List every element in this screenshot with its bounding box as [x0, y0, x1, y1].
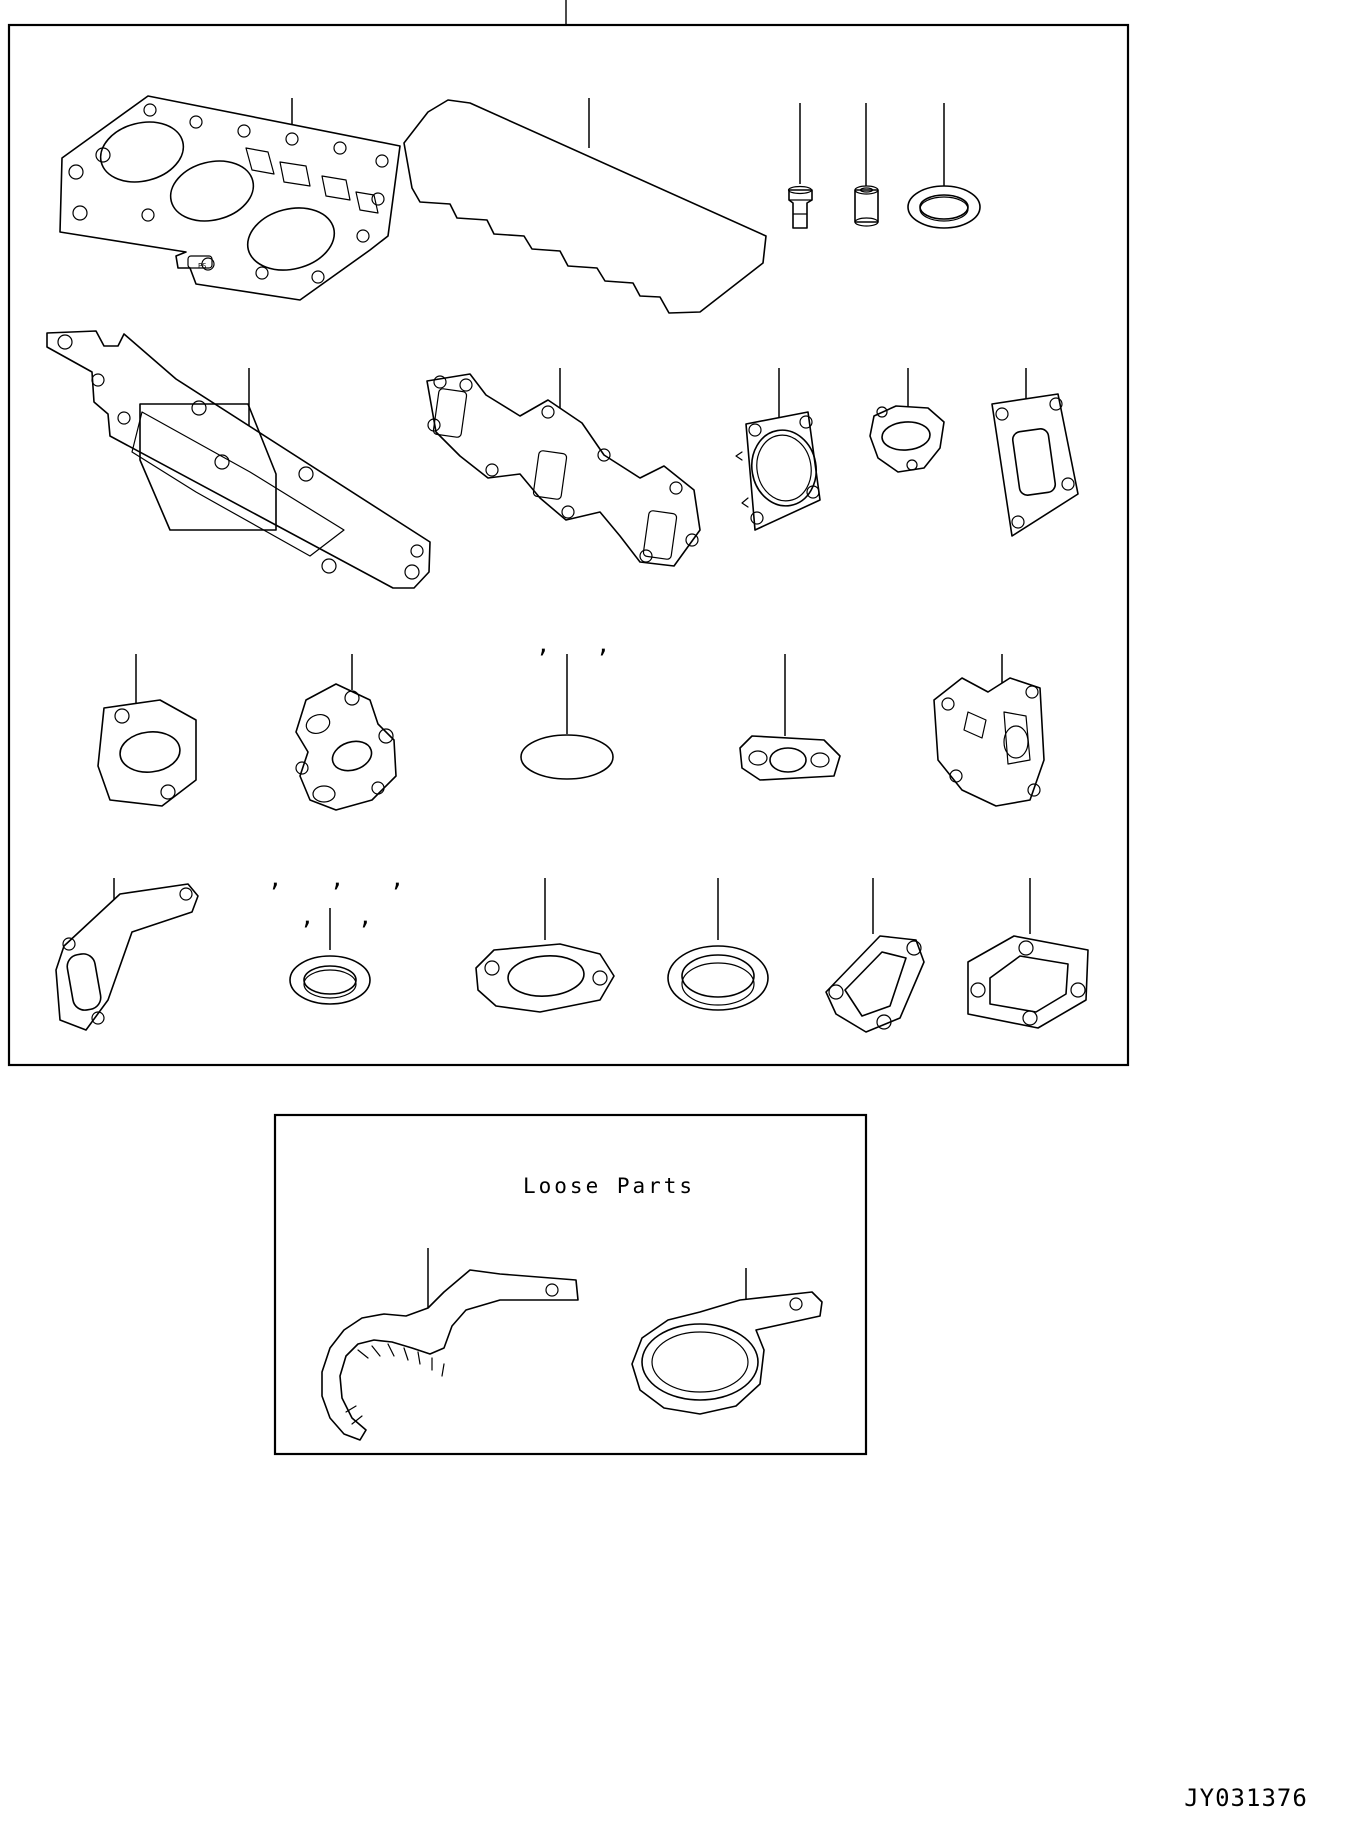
water-pump-inlet-gasket [98, 700, 196, 806]
thermostat-housing-gasket [870, 406, 944, 472]
rear-oil-seal [668, 946, 768, 1010]
ring-nut-wrench-tool [322, 1270, 578, 1440]
qty-mark-a: , [536, 630, 552, 658]
qty-mark-e: , [390, 864, 406, 892]
qty-mark-g: , [358, 902, 374, 930]
o-ring-large [521, 735, 613, 779]
intake-manifold-gasket [47, 331, 430, 588]
drawing-number: JY031376 [1184, 1784, 1308, 1812]
turbocharger-flange-gasket [736, 412, 822, 530]
injection-pump-gasket [968, 936, 1088, 1028]
timing-case-gasket [934, 678, 1044, 806]
seal-installer-tool [632, 1292, 822, 1414]
oil-filter-base-gasket [296, 684, 396, 810]
loose-parts-title: Loose Parts [523, 1174, 696, 1198]
small-bushing-seal [855, 186, 878, 226]
qty-mark-f: , [300, 902, 316, 930]
oil-pump-plate-gasket [740, 736, 840, 780]
qty-mark-c: , [268, 864, 284, 892]
cylinder-head-gasket [60, 96, 400, 300]
front-oil-seal [290, 956, 370, 1004]
crankshaft-oil-seal-ring [908, 186, 980, 228]
svg-text:PS: PS [198, 262, 207, 270]
exhaust-outlet-gasket [992, 394, 1078, 536]
exhaust-manifold-gasket [427, 374, 700, 566]
qty-mark-d: , [330, 864, 346, 892]
bracket-gasket [56, 884, 198, 1030]
rocker-cover-gasket [404, 100, 766, 313]
valve-stem-seal [789, 187, 813, 229]
oil-drain-gasket [476, 944, 614, 1012]
water-pump-gasket [826, 936, 924, 1032]
qty-mark-b: , [596, 630, 612, 658]
